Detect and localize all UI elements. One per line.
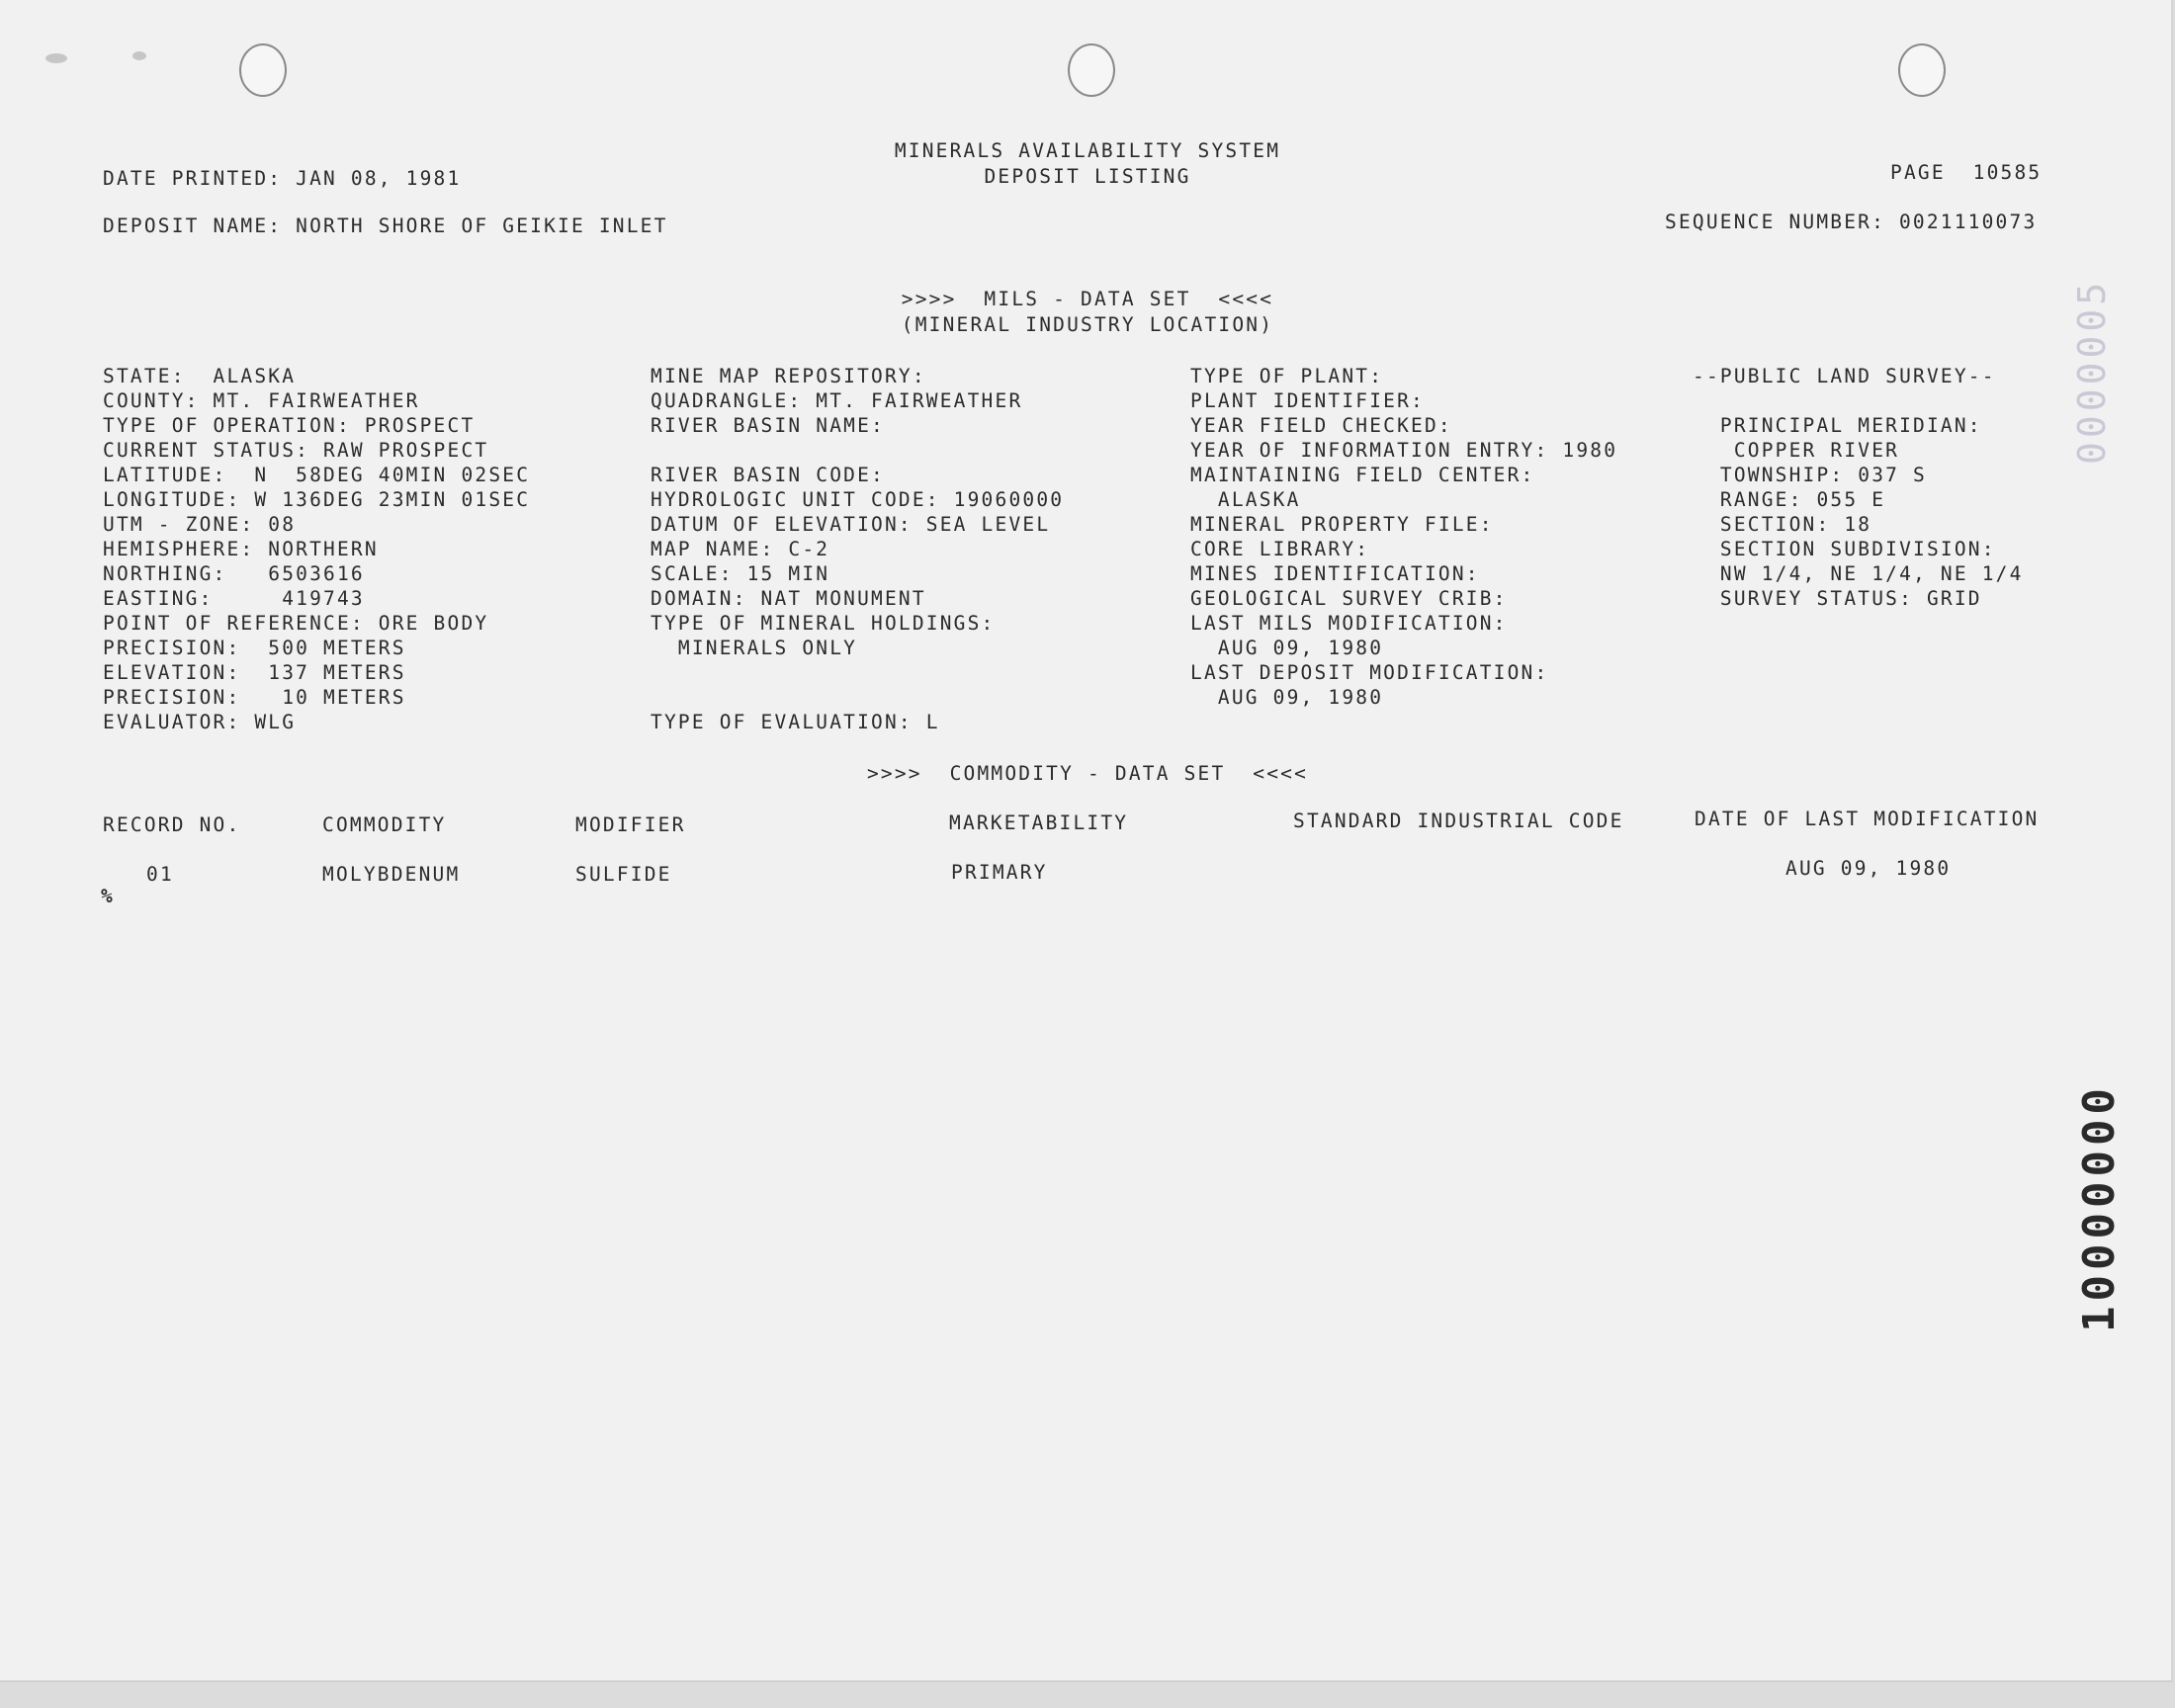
field-line: LONGITUDE: W 136DEG 23MIN 01SEC: [103, 488, 531, 511]
field-line: MINES IDENTIFICATION:: [1190, 562, 1480, 585]
page-number: PAGE 10585: [1890, 161, 2043, 184]
table-cell-commodity: MOLYBDENUM: [322, 863, 461, 886]
table-cell-last-modification: AUG 09, 1980: [1785, 857, 1952, 880]
field-line: COPPER RIVER: [1693, 439, 1900, 462]
field-line: MINERALS ONLY: [651, 637, 858, 659]
field-line: GEOLOGICAL SURVEY CRIB:: [1190, 587, 1508, 610]
binder-hole-center: [1068, 43, 1115, 97]
mils-section-subtitle: (MINERAL INDUSTRY LOCATION): [901, 313, 1274, 336]
table-cell-modifier: SULFIDE: [575, 863, 672, 886]
field-line: PRECISION: 500 METERS: [103, 637, 406, 659]
field-line: AUG 09, 1980: [1190, 686, 1384, 709]
date-printed: DATE PRINTED: JAN 08, 1981: [103, 167, 462, 190]
field-line: [651, 438, 1064, 463]
plant-column: [1190, 364, 1617, 710]
field-line: ALASKA: [1190, 488, 1301, 511]
table-header-last-modification: DATE OF LAST MODIFICATION: [1695, 808, 2040, 830]
sequence-number: SEQUENCE NUMBER: 0021110073: [1665, 211, 2038, 233]
field-line: LAST DEPOSIT MODIFICATION:: [1190, 661, 1549, 684]
field-line: TYPE OF EVALUATION: L: [651, 711, 940, 733]
field-line: DATUM OF ELEVATION: SEA LEVEL: [651, 513, 1051, 536]
field-line: SURVEY STATUS: GRID: [1693, 587, 1982, 610]
field-line: SECTION: 18: [1693, 513, 1872, 536]
field-line: TYPE OF OPERATION: PROSPECT: [103, 414, 476, 437]
field-line: TYPE OF PLANT:: [1190, 365, 1384, 387]
binder-hole-right: [1898, 43, 1946, 97]
table-header-marketability: MARKETABILITY: [949, 811, 1129, 834]
field-line: HYDROLOGIC UNIT CODE: 19060000: [651, 488, 1065, 511]
table-header-record-no: RECORD NO.: [103, 813, 241, 836]
public-land-survey-column: [1693, 364, 2024, 611]
field-line: YEAR FIELD CHECKED:: [1190, 414, 1452, 437]
field-line: [1693, 388, 2024, 413]
field-line: PRECISION: 10 METERS: [103, 686, 406, 709]
field-line: HEMISPHERE: NORTHERN: [103, 538, 379, 560]
field-line: AUG 09, 1980: [1190, 637, 1384, 659]
field-line: RANGE: 055 E: [1693, 488, 1886, 511]
field-line: EVALUATOR: WLG: [103, 711, 297, 733]
table-cell-record-no: 01: [146, 863, 174, 886]
field-line: STATE: ALASKA: [103, 365, 297, 387]
field-line: EASTING: 419743: [103, 587, 365, 610]
frame-stamp-number: 10000000: [2074, 1083, 2125, 1332]
table-cell-marketability: PRIMARY: [951, 861, 1048, 884]
field-line: [651, 685, 1064, 710]
table-header-modifier: MODIFIER: [575, 813, 686, 836]
field-line: TYPE OF MINERAL HOLDINGS:: [651, 612, 996, 635]
field-line: QUADRANGLE: MT. FAIRWEATHER: [651, 389, 1023, 412]
field-line: COUNTY: MT. FAIRWEATHER: [103, 389, 420, 412]
field-line: POINT OF REFERENCE: ORE BODY: [103, 612, 489, 635]
ink-smudge: [45, 53, 67, 63]
field-line: MINE MAP REPOSITORY:: [651, 365, 926, 387]
system-title: MINERALS AVAILABILITY SYSTEM: [894, 139, 1281, 162]
location-column: [103, 364, 530, 734]
field-line: RIVER BASIN CODE:: [651, 464, 885, 486]
table-header-commodity: COMMODITY: [322, 813, 447, 836]
field-line: NW 1/4, NE 1/4, NE 1/4: [1693, 562, 2024, 585]
end-marker: %: [101, 885, 115, 907]
field-line: TOWNSHIP: 037 S: [1693, 464, 1927, 486]
field-line: SECTION SUBDIVISION:: [1693, 538, 1996, 560]
field-line: RIVER BASIN NAME:: [651, 414, 885, 437]
field-line: MAINTAINING FIELD CENTER:: [1190, 464, 1535, 486]
ink-smudge: [132, 51, 146, 60]
field-line: [651, 660, 1064, 685]
map-column: [651, 364, 1064, 734]
field-line: NORTHING: 6503616: [103, 562, 365, 585]
field-line: YEAR OF INFORMATION ENTRY: 1980: [1190, 439, 1618, 462]
table-header-sic: STANDARD INDUSTRIAL CODE: [1293, 810, 1624, 832]
field-line: CURRENT STATUS: RAW PROSPECT: [103, 439, 489, 462]
field-line: LAST MILS MODIFICATION:: [1190, 612, 1508, 635]
field-line: SCALE: 15 MIN: [651, 562, 830, 585]
field-line: PLANT IDENTIFIER:: [1190, 389, 1425, 412]
field-line: UTM - ZONE: 08: [103, 513, 297, 536]
listing-title: DEPOSIT LISTING: [984, 165, 1191, 188]
field-line: LATITUDE: N 58DEG 40MIN 02SEC: [103, 464, 531, 486]
commodity-section-title: >>>> COMMODITY - DATA SET <<<<: [866, 762, 1309, 785]
field-line: --PUBLIC LAND SURVEY--: [1693, 365, 1996, 387]
field-line: MAP NAME: C-2: [651, 538, 830, 560]
binder-hole-left: [239, 43, 287, 97]
field-line: MINERAL PROPERTY FILE:: [1190, 513, 1494, 536]
faint-stamp-number: 0000005: [2070, 278, 2114, 465]
field-line: CORE LIBRARY:: [1190, 538, 1370, 560]
mils-section-title: >>>> MILS - DATA SET <<<<: [901, 288, 1274, 310]
field-line: PRINCIPAL MERIDIAN:: [1693, 414, 1982, 437]
field-line: DOMAIN: NAT MONUMENT: [651, 587, 926, 610]
deposit-name: DEPOSIT NAME: NORTH SHORE OF GEIKIE INLET: [103, 214, 668, 237]
field-line: ELEVATION: 137 METERS: [103, 661, 406, 684]
